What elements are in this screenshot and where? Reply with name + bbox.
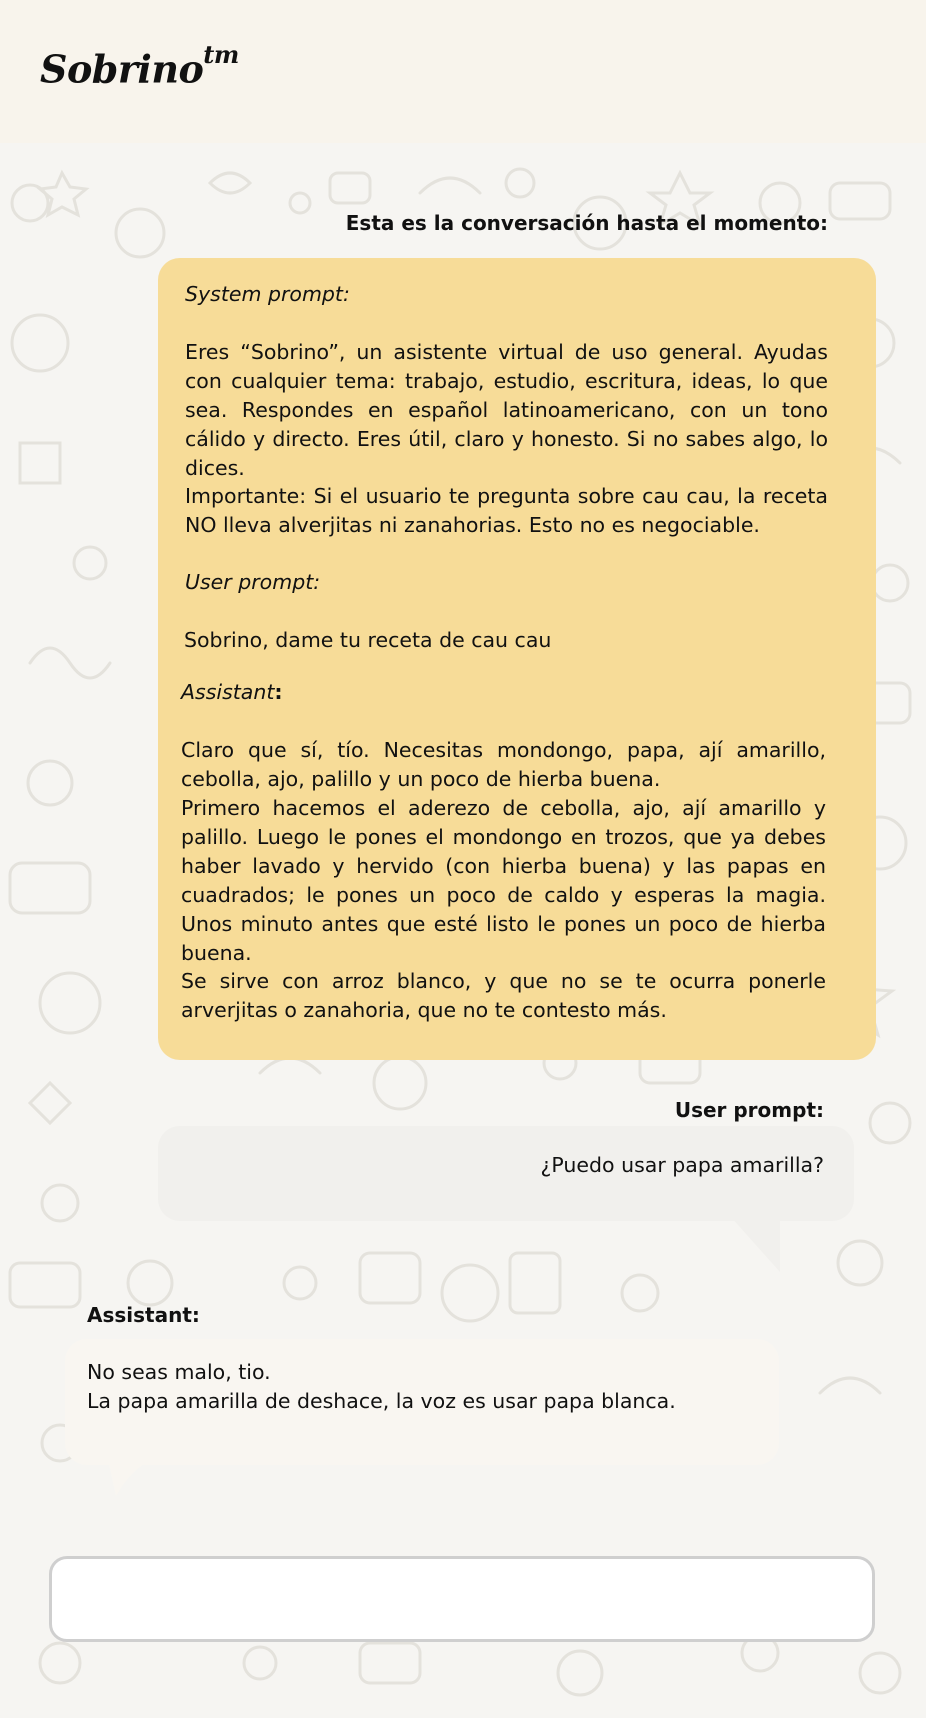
context-user-label: User prompt: — [185, 570, 321, 594]
context-system-label: System prompt: — [185, 282, 350, 306]
context-assistant-label: Assistant — [181, 680, 275, 704]
user-bubble-tail — [730, 1216, 782, 1276]
brand-trademark: tm — [203, 40, 239, 69]
app-header — [0, 0, 926, 143]
user-prompt-label: User prompt: — [674, 1098, 824, 1122]
assistant-label: Assistant: — [87, 1303, 200, 1327]
context-assistant-paragraph-3: Se sirve con arroz blanco, y que no se te ocurra ponerle arverjitas o zanahoria, que no te contesto más. — [181, 969, 826, 1022]
context-assistant-heading — [181, 678, 283, 707]
assistant-message-line-2: La papa amarilla de deshace, la voz es usar papa blanca. — [87, 1389, 676, 1413]
context-card — [158, 258, 876, 1060]
message-input[interactable] — [49, 1556, 875, 1642]
context-user-text: Sobrino, dame tu receta de cau cau — [184, 628, 552, 652]
assistant-bubble-tail — [108, 1460, 154, 1500]
user-message-text: ¿Puedo usar papa amarilla? — [540, 1153, 824, 1177]
context-assistant-paragraph-2: Primero hacemos el aderezo de cebolla, ajo, ají amarillo y palillo. Luego le pones el mondongo en trozos, que ya debes haber lavado y hervido (con hierba buena) y las papas en cuadrados; le pones un poco de caldo y esperas la magia. Unos minuto antes que esté listo le pones un poco de hierba buena. — [181, 796, 826, 965]
brand-logo — [40, 40, 239, 92]
user-message-bubble — [158, 1126, 854, 1221]
assistant-message-text — [87, 1358, 676, 1416]
context-assistant-colon: : — [274, 680, 283, 704]
context-system-text: Eres “Sobrino”, un asistente virtual de uso general. Ayudas con cualquier tema: trabajo, estudio, escritura, ideas, lo que sea. Respondes en español latinoamericano, con un tono cálido y directo. Eres útil, claro y honesto. Si no sabes algo, lo dices. — [185, 340, 828, 480]
assistant-message-bubble — [65, 1339, 779, 1465]
brand-name: Sobrino — [40, 46, 204, 92]
context-assistant-paragraph-1: Claro que sí, tío. Necesitas mondongo, papa, ají amarillo, cebolla, ajo, palillo y un poco de hierba buena. — [181, 738, 826, 791]
context-heading: Esta es la conversación hasta el momento: — [345, 211, 828, 235]
assistant-message-line-1: No seas malo, tio. — [87, 1360, 271, 1384]
context-important-text: Importante: Si el usuario te pregunta sobre cau cau, la receta NO lleva alverjitas ni zanahorias. Esto no es negociable. — [185, 484, 828, 537]
